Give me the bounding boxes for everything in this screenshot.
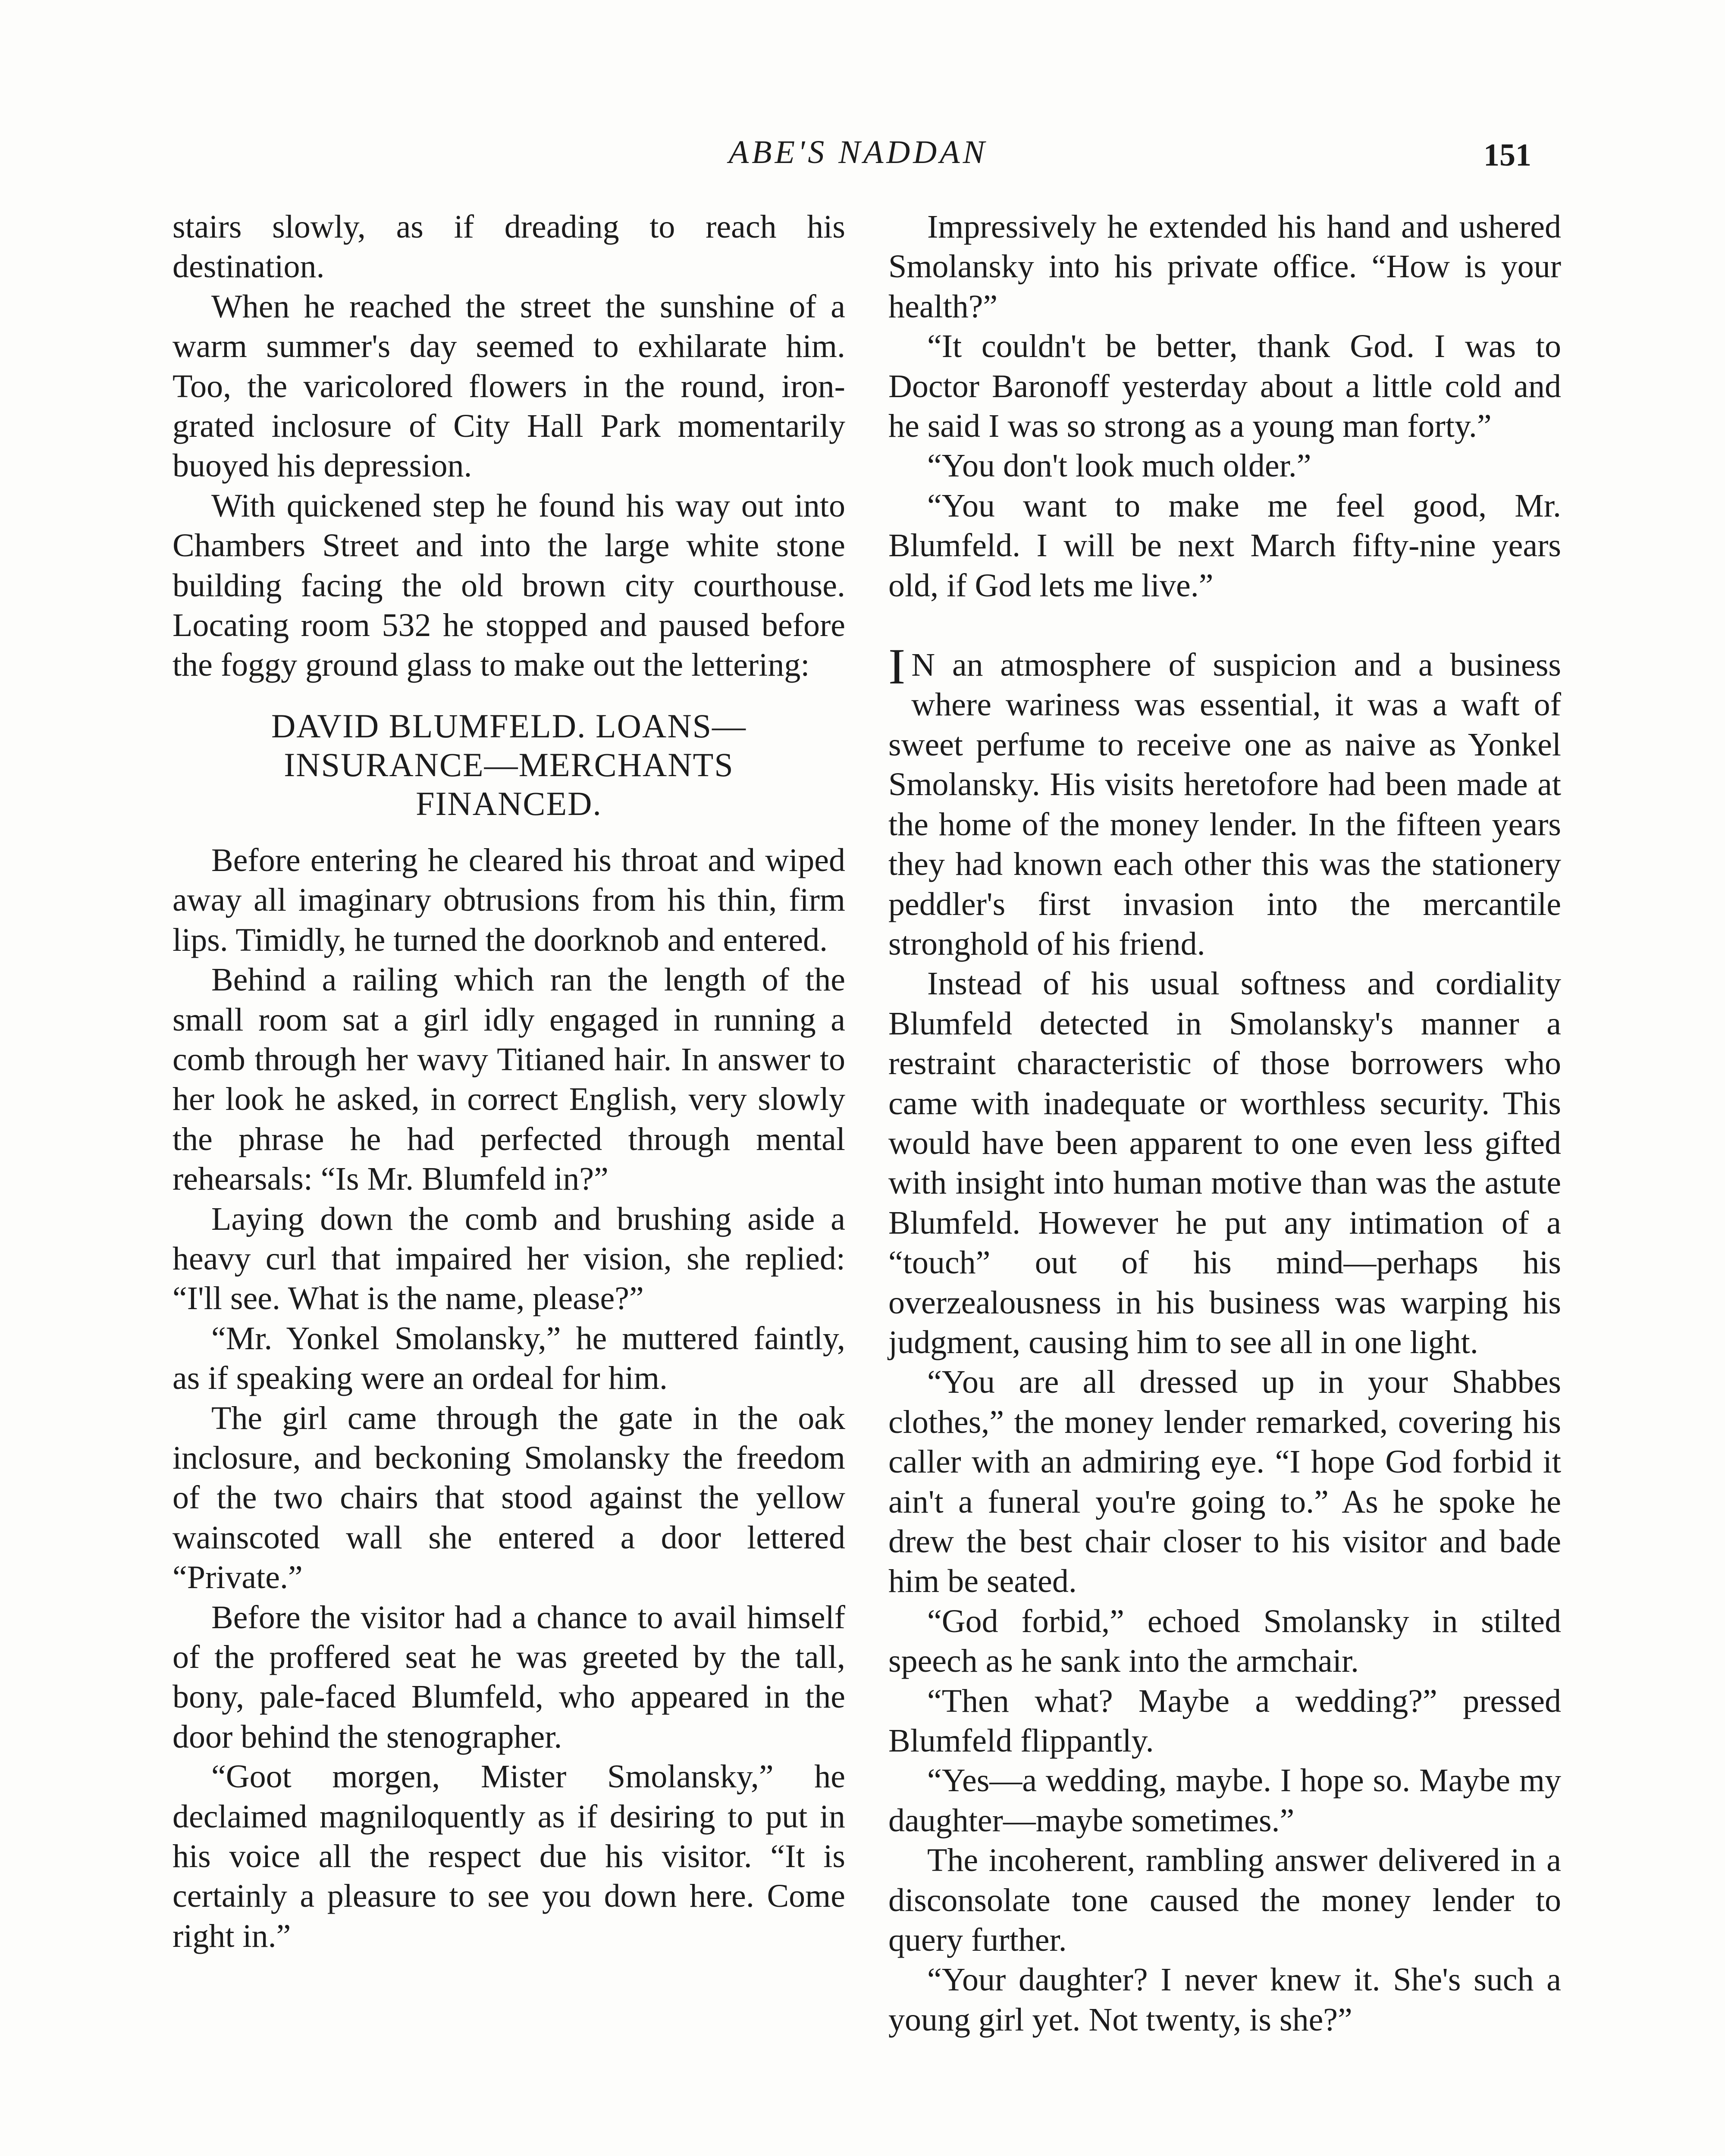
paragraph: “You are all dressed up in your Shabbes clothes,” the money lender remarked, covering his caller with an admiring eye. “I hope God forbid it ain't a funeral you're going to.” As he spoke he drew the best chair closer to his visitor and bade him be seated. (888, 1364, 1561, 1600)
paragraph: “Mr. Yonkel Smolansky,” he muttered faintly, as if speaking were an ordeal for him. (172, 1320, 845, 1397)
paragraph: When he reached the street the sunshine of a warm summer's day seemed to exhilarate him. Too, the varicolored flowers in the round, iron-grated inclosure of City Hall Park momentarily buoyed his depression. (172, 288, 845, 484)
paragraph: stairs slowly, as if dreading to reach his destination. (172, 209, 845, 285)
paragraph: Impressively he extended his hand and ushered Smolansky into his private office. “How is your health?” (888, 209, 1561, 325)
paragraph: “Your daughter? I never knew it. She's such a young girl yet. Not twenty, is she?” (888, 1962, 1561, 2038)
paragraph: Before entering he cleared his throat and wiped away all imaginary obtrusions from his thin, firm lips. Timidly, he turned the doorknob and entered. (172, 842, 845, 958)
paragraph: Instead of his usual softness and cordiality Blumfeld detected in Smolansky's manner a restraint characteristic of those borrowers who came with inadequate or worthless security. This would have been apparent to one even less gifted with insight into human motive than was the astute Blumfeld. However he put any intimation of a “touch” out of his mind—perhaps his overzealousness in his business was warping his judgment, causing him to see all in one light. (888, 965, 1561, 1360)
right-column (888, 207, 1561, 2040)
paragraph: “Yes—a wedding, maybe. I hope so. Maybe my daughter—maybe sometimes.” (888, 1762, 1561, 1839)
door-lettering-line: DAVID BLUMFELD. LOANS— (271, 707, 747, 745)
paragraph: With quickened step he found his way out into Chambers Street and into the large white stone building facing the old brown city courthouse. Locating room 532 he stopped and paused before the foggy ground glass to make out the lettering: (172, 487, 845, 683)
paragraph: “It couldn't be better, thank God. I was to Doctor Baronoff yesterday about a little cold and he said I was so strong as a young man forty.” (888, 328, 1561, 445)
paragraph: The girl came through the gate in the oak inclosure, and beckoning Smolansky the freedom of the two chairs that stood against the yellow wainscoted wall she entered a door lettered “Private.” (172, 1400, 845, 1596)
paragraph: Behind a railing which ran the length of the small room sat a girl idly engaged in running a comb through her wavy Titianed hair. In answer to her look he asked, in correct English, very slowly the phrase he had perfected through mental rehearsals: “Is Mr. Blumfeld in?” (172, 962, 845, 1197)
paragraph: “Then what? Maybe a wedding?” pressed Blumfeld flippantly. (888, 1683, 1561, 1759)
door-lettering (172, 707, 845, 823)
section-opening-paragraph (888, 638, 1561, 964)
paragraph: “You want to make me feel good, Mr. Blumfeld. I will be next March fifty-nine years old, if God lets me live.” (888, 487, 1561, 604)
paragraph: “Goot morgen, Mister Smolansky,” he declaimed magniloquently as if desiring to put in his voice all the respect due his visitor. “It is certainly a pleasure to see you down here. Come right in.” (172, 1758, 845, 1954)
left-column (172, 207, 845, 1956)
paragraph: Before the visitor had a chance to avail himself of the proffered seat he was greeted by the tall, bony, pale-faced Blumfeld, who appeared in the door behind the stenographer. (172, 1599, 845, 1755)
page-number: 151 (1484, 138, 1531, 173)
paragraph: “God forbid,” echoed Smolansky in stilted speech as he sank into the armchair. (888, 1603, 1561, 1680)
running-title: ABE'S NADDAN (728, 134, 988, 170)
section-opening-text: N an atmosphere of suspicion and a business where wariness was essential, it was a waft of sweet perfume to receive one as naive as Yonkel Smolansky. His visits heretofore had been made at the home of the money lender. In the fifteen years they had known each other this was the stationery peddler's first invasion into the mercantile stronghold of his friend. (888, 647, 1561, 962)
door-lettering-line: INSURANCE—MERCHANTS (284, 746, 734, 783)
paragraph: “You don't look much older.” (927, 448, 1311, 484)
paragraph: Laying down the comb and brushing aside a heavy curl that impaired her vision, she replied: “I'll see. What is the name, please?” (172, 1200, 845, 1317)
door-lettering-line: FINANCED. (416, 784, 602, 822)
drop-cap: I (888, 638, 906, 695)
paragraph: The incoherent, rambling answer delivered in a disconsolate tone caused the money lender to query further. (888, 1842, 1561, 1959)
